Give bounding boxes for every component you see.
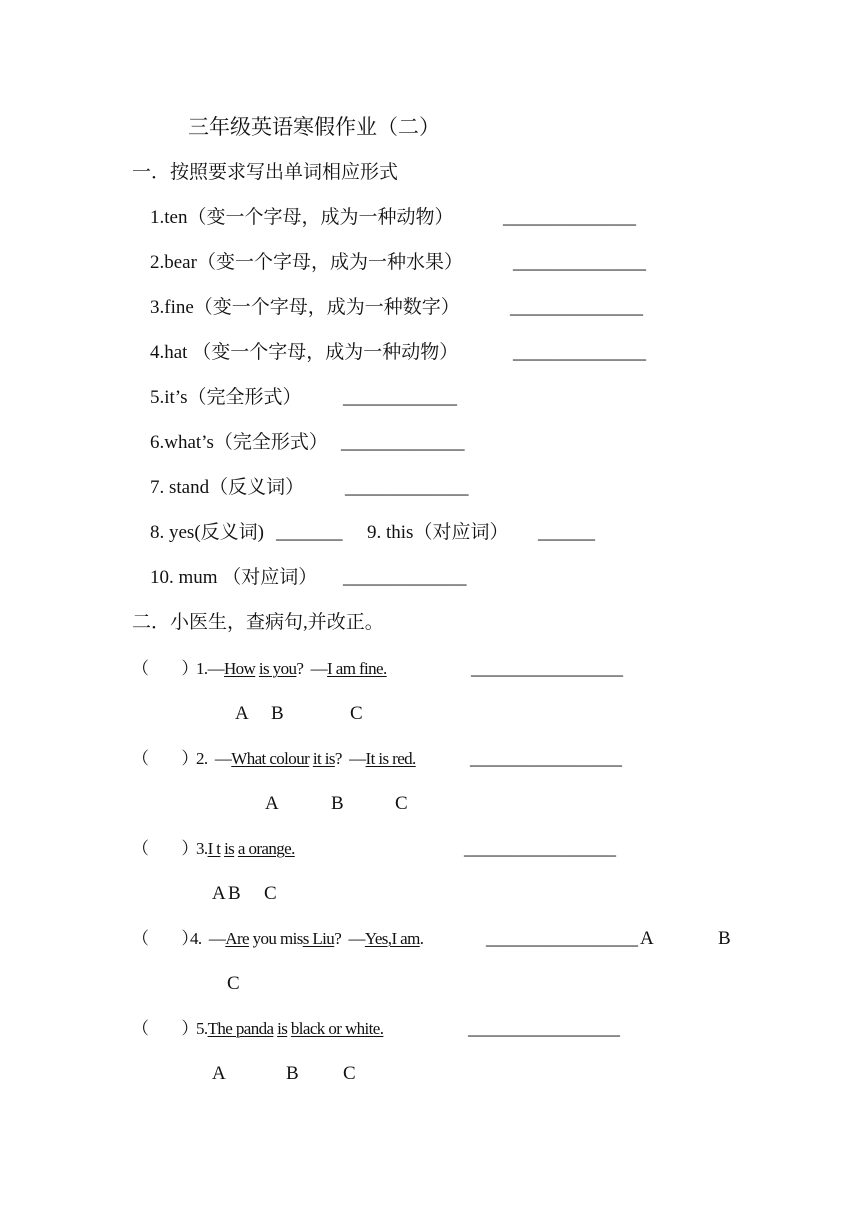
q5-num: 5. <box>196 1019 208 1038</box>
q3-letter-b: B <box>228 883 241 904</box>
q1-letter-c: C <box>350 703 363 724</box>
q5-letter-c: C <box>343 1063 356 1084</box>
q2-part-c: It is red. <box>365 749 416 768</box>
s1-item-1-blank: ______________ <box>503 207 636 228</box>
q3-num: 3. <box>196 839 208 858</box>
q2-letter-b: B <box>331 793 344 814</box>
q1-num: 1. <box>196 659 208 678</box>
q3-part-c: a orange. <box>237 839 295 858</box>
s1-item-10-blank: _____________ <box>343 567 467 588</box>
section-2-heading: 二．小医生，查病句,并改正。 <box>132 612 384 633</box>
q4-part-a: Are <box>225 929 249 948</box>
q3-part-a: I t <box>207 839 221 858</box>
q1-sentence <box>196 658 387 680</box>
q4-sep-1: you mis <box>248 929 303 948</box>
s1-item-7-blank: _____________ <box>345 477 469 498</box>
section-1-heading: 一．按照要求写出单词相应形式 <box>132 162 399 183</box>
s1-item-2-text: 2.bear（变一个字母，成为一种水果） <box>150 252 463 273</box>
q4-blank: ________________ <box>486 928 638 949</box>
q5-part-c: black or white. <box>290 1019 384 1038</box>
q2-blank: ________________ <box>470 748 622 769</box>
q4-num: 4. — <box>190 929 226 948</box>
s1-item-6-blank: _____________ <box>341 432 465 453</box>
s1-item-5-text: 5.it’s（完全形式） <box>150 387 302 408</box>
q3-blank: ________________ <box>464 838 616 859</box>
s1-item-3-text: 3.fine（变一个字母，成为一种数字） <box>150 297 460 318</box>
q3-letter-c: C <box>264 883 277 904</box>
q1-letter-a: A <box>235 703 249 724</box>
q4-sentence <box>190 928 423 950</box>
q2-letter-c: C <box>395 793 408 814</box>
s1-item-8-blank: _______ <box>276 522 343 543</box>
q2-part-a: What colour <box>231 749 310 768</box>
q1-part-a: How <box>223 659 256 678</box>
q1-dash: — <box>207 659 224 678</box>
s1-item-9-blank: ______ <box>538 522 595 543</box>
q5-part-b: is <box>277 1019 288 1038</box>
q3-answer-parens: （ ） <box>132 839 199 859</box>
q3-part-b: is <box>224 839 235 858</box>
q1-part-b: is you <box>258 659 297 678</box>
q5-answer-parens: （ ） <box>132 1019 199 1039</box>
q3-letter-a: A <box>212 883 226 904</box>
q2-letter-a: A <box>265 793 279 814</box>
s1-item-9-text: 9. this（对应词） <box>367 522 509 543</box>
q2-num: 2. — <box>196 749 232 768</box>
s1-item-4-text: 4.hat （变一个字母，成为一种动物） <box>150 342 459 363</box>
q1-sep-2: ? — <box>296 659 328 678</box>
q4-sep-3: . <box>419 929 424 948</box>
s1-item-8-text: 8. yes(反义词) <box>150 522 264 543</box>
q5-letter-a: A <box>212 1063 226 1084</box>
q1-letter-b: B <box>271 703 284 724</box>
q2-part-b: it is <box>312 749 335 768</box>
s1-item-3-blank: ______________ <box>510 297 643 318</box>
q4-part-b: s Liu <box>302 929 335 948</box>
q4-letter-a: A <box>640 928 654 949</box>
q2-answer-parens: （ ） <box>132 749 199 769</box>
q4-part-c: Yes,I am <box>364 929 420 948</box>
s1-item-1-text: 1.ten（变一个字母，成为一种动物） <box>150 207 454 228</box>
page-title: 三年级英语寒假作业（二） <box>188 115 440 139</box>
q5-sentence <box>196 1018 383 1040</box>
q1-blank: ________________ <box>471 658 623 679</box>
q2-sentence <box>196 748 416 770</box>
s1-item-7-text: 7. stand（反义词） <box>150 477 305 498</box>
q2-sep-2: ? — <box>334 749 366 768</box>
s1-item-4-blank: ______________ <box>513 342 646 363</box>
q4-sep-2: ? — <box>334 929 365 948</box>
q1-answer-parens: （ ） <box>132 659 199 679</box>
q1-part-c: I am fine. <box>327 659 387 678</box>
s1-item-10-text: 10. mum （对应词） <box>150 567 318 588</box>
q4-letter-b: B <box>718 928 731 949</box>
s1-item-2-blank: ______________ <box>513 252 646 273</box>
s1-item-6-text: 6.what’s（完全形式） <box>150 432 328 453</box>
q3-sentence <box>196 838 295 860</box>
q5-part-a: The panda <box>207 1019 274 1038</box>
q4-letter-c: C <box>227 973 240 994</box>
s1-item-5-blank: ____________ <box>343 387 457 408</box>
q5-blank: ________________ <box>468 1018 620 1039</box>
q5-letter-b: B <box>286 1063 299 1084</box>
q4-answer-parens: （ ） <box>132 929 199 949</box>
